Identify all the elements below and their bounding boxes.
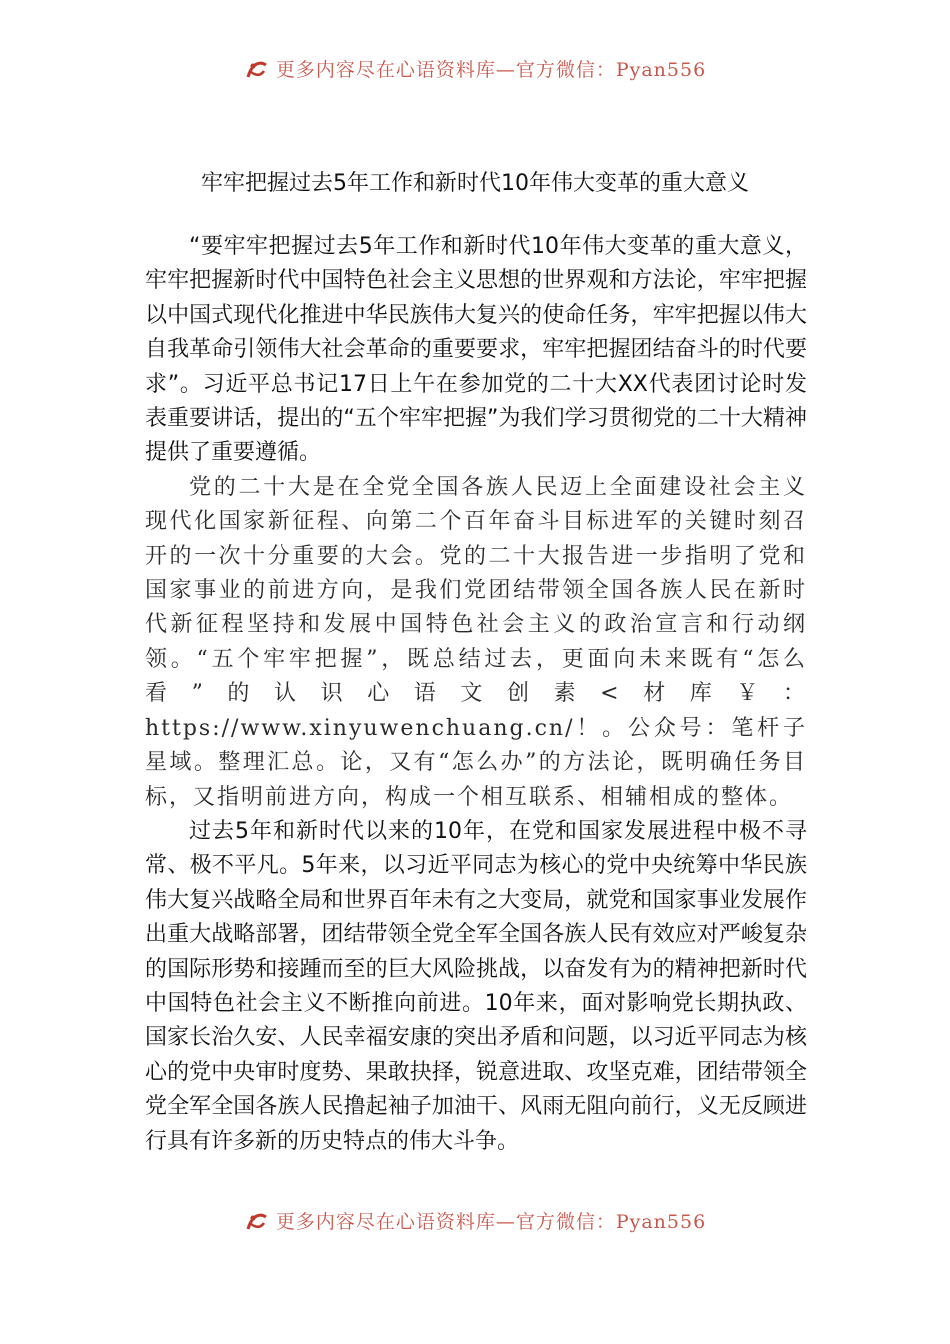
watermark-text: 更多内容尽在心语资料库—官方微信：Pyan556 xyxy=(275,59,707,81)
header-watermark xyxy=(0,50,950,90)
watermark-text: 更多内容尽在心语资料库—官方微信：Pyan556 xyxy=(275,1211,707,1233)
document-title: 牢牢把握过去5年工作和新时代10年伟大变革的重大意义 xyxy=(201,171,749,196)
brand-logo-icon xyxy=(244,57,270,83)
brand-logo-icon xyxy=(244,1209,270,1235)
paragraph-3: 过去5年和新时代以来的10年，在党和国家发展进程中极不寻常、极不平凡。5年来，以习近平同志为核心的党中央统筹中华民族伟大复兴战略全局和世界百年未有之大变局，就党和国家事业发展作出重大战略部署，团结带领全党全军全国各族人民有效应对严峻复杂的国际形势和接踵而至的巨大风险挑战，以奋发有为的精神把新时代中国特色社会主义不断推向前进。10年来，面对影响党长期执政、国家长治久安、人民幸福安康的突出矛盾和问题，以习近平同志为核心的党中央审时度势、果敢抉择，锐意进取、攻坚克难，团结带领全党全军全国各族人民撸起袖子加油干、风雨无阻向前行，义无反顾进行具有许多新的历史特点的伟大斗争。 xyxy=(145,818,807,1154)
paragraph-1: “要牢牢把握过去5年工作和新时代10年伟大变革的重大意义，牢牢把握新时代中国特色社会主义思想的世界观和方法论，牢牢把握以中国式现代化推进中华民族伟大复兴的使命任务，牢牢把握以伟大自我革命引领伟大社会革命的重要要求，牢牢把握团结奋斗的时代要求”。习近平总书记17日上午在参加党的二十大XX代表团讨论时发表重要讲话，提出的“五个牢牢把握”为我们学习贯彻党的二十大精神提供了重要遵循。 xyxy=(145,234,807,466)
paragraph-2: 党的二十大是在全党全国各族人民迈上全面建设社会主义现代化国家新征程、向第二个百年奋斗目标进军的关键时刻召开的一次十分重要的大会。党的二十大报告进一步指明了党和国家事业的前进方向，是我们党团结带领全国各族人民在新时代新征程坚持和发展中国特色社会主义的政治宣言和行动纲领。“五个牢牢把握”，既总结过去，更面向未来既有“怎么看”的认识心语文创素<材库￥：https://www.xinyuwenchuang.cn/！。公众号：笔杆子星域。整理汇总。论，又有“怎么办”的方法论，既明确任务目标，又指明前进方向，构成一个相互联系、相辅相成的整体。 xyxy=(145,474,807,810)
footer-watermark xyxy=(0,1202,950,1242)
document-body xyxy=(145,230,807,1159)
